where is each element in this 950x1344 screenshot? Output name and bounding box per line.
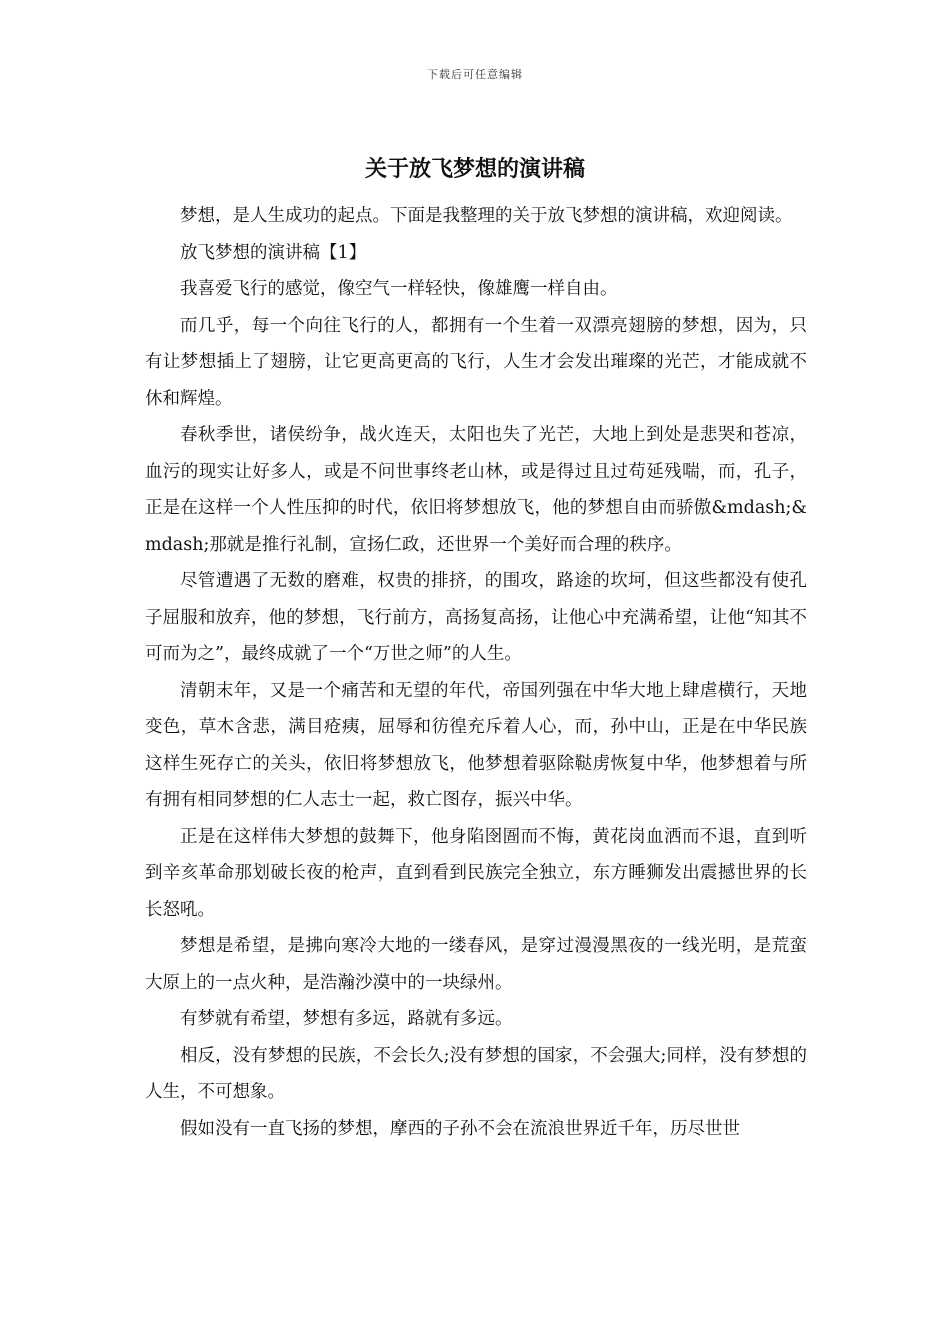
- document-body: [145, 198, 807, 1147]
- paragraph: 相反，没有梦想的民族，不会长久;没有梦想的国家，不会强大;同样，没有梦想的人生，不可想象。: [145, 1045, 807, 1102]
- paragraph-intro: 梦想，是人生成功的起点。下面是我整理的关于放飞梦想的演讲稿，欢迎阅读。: [180, 206, 793, 226]
- paragraph: 正是在这样伟大梦想的鼓舞下，他身陷囹圄而不悔，黄花岗血洒而不退，直到听到辛亥革命那划破长夜的枪声，直到看到民族完全独立，东方睡狮发出震撼世界的长长怒吼。: [145, 826, 807, 920]
- paragraph: 梦想是希望，是拂向寒冷大地的一缕春风，是穿过漫漫黑夜的一线光明，是荒蛮大原上的一点火种，是浩瀚沙漠中的一块绿州。: [145, 936, 807, 993]
- paragraph: 有梦就有希望，梦想有多远，路就有多远。: [180, 1009, 513, 1029]
- paragraph: 春秋季世，诸侯纷争，战火连天，太阳也失了光芒，大地上到处是悲哭和苍凉，血污的现实让好多人，或是不问世事终老山林，或是得过且过苟延残喘，而，孔子，正是在这样一个人性压抑的时代，依旧将梦想放飞，他的梦想自由而骄傲&mdash;&mdash;那就是推行礼制，宣扬仁政，还世界一个美好而合理的秩序。: [145, 425, 807, 555]
- paragraph: 尽管遭遇了无数的磨难，权贵的排挤，的围攻，路途的坎坷，但这些都没有使孔子屈服和放弃，他的梦想，飞行前方，高扬复高扬，让他心中充满希望，让他“知其不可而为之”，最终成就了一个“万世之师”的人生。: [145, 571, 807, 664]
- paragraph-truncated: 假如没有一直飞扬的梦想，摩西的子孙不会在流浪世界近千年，历尽世世: [180, 1118, 740, 1139]
- paragraph: 我喜爱飞行的感觉，像空气一样轻快，像雄鹰一样自由。: [180, 279, 618, 299]
- document-title: 关于放飞梦想的演讲稿: [364, 156, 585, 182]
- section-heading: 放飞梦想的演讲稿【1】: [180, 242, 367, 263]
- page-header-note: 下载后可任意编辑: [427, 68, 523, 81]
- paragraph: 而几乎，每一个向往飞行的人，都拥有一个生着一双漂亮翅膀的梦想，因为，只有让梦想插上了翅膀，让它更高更高的飞行，人生才会发出璀璨的光芒，才能成就不休和辉煌。: [145, 315, 807, 409]
- paragraph: 清朝末年，又是一个痛苦和无望的年代，帝国列强在中华大地上肆虐横行，天地变色，草木含悲，满目疮痍，屈辱和彷徨充斥着人心，而，孙中山，正是在中华民族这样生死存亡的关头，依旧将梦想放飞，他梦想着驱除鞑虏恢复中华，他梦想着与所有拥有相同梦想的仁人志士一起，救亡图存，振兴中华。: [145, 680, 807, 810]
